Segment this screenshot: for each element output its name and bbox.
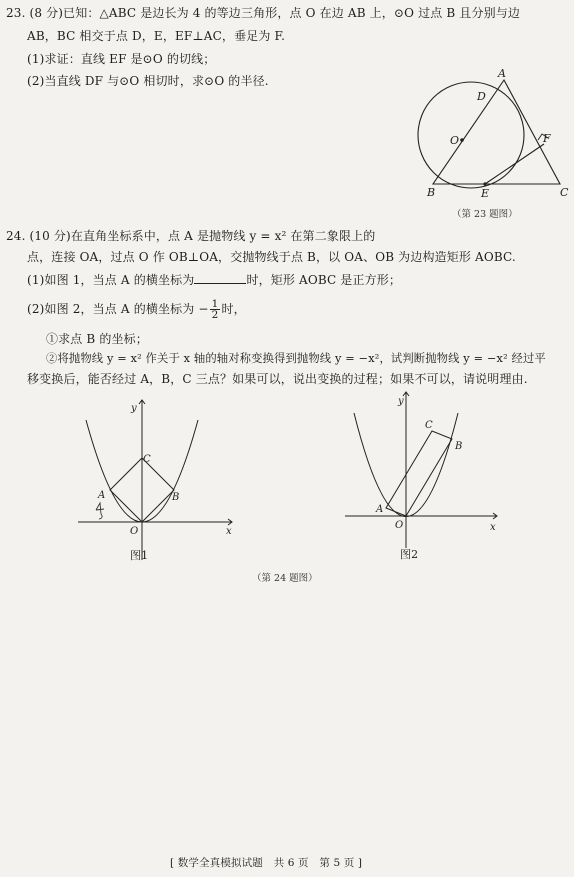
q24-line1: 24. (10 分)在直角坐标系中，点 A 是抛物线 y = x² 在第二象限上的 <box>6 229 376 243</box>
q23-triangle-abc <box>433 80 560 184</box>
q23-right-angle-mark <box>538 134 548 140</box>
q23-line1: 23. (8 分)已知：△ABC 是边长为 4 的等边三角形，点 O 在边 AB 上，⊙O 过点 B 且分别与边 <box>6 6 521 20</box>
q23-label-e: E <box>481 187 490 200</box>
q23-label-f: F <box>543 132 551 145</box>
fig1-name: 图1 <box>130 549 149 562</box>
q24-part2-text-a: (2)如图 2，当点 A 的横坐标为 − <box>27 302 209 316</box>
q23-line2: AB，BC 相交于点 D，E，EF⊥AC，垂足为 F. <box>27 29 286 43</box>
fig2-label-o: O <box>395 520 404 531</box>
q23-label-a: A <box>498 67 506 80</box>
fig1-label-o: O <box>130 526 139 537</box>
q24-part1-text-b: 时，矩形 AOBC 是正方形； <box>246 273 402 287</box>
fig2-rectangle-aobc <box>386 431 452 516</box>
fig1-label-b: B <box>172 492 180 503</box>
page-footer: [ 数学全真模拟试题 共 6 页 第 5 页 ] <box>170 857 363 869</box>
q24-fraction-denominator: 2 <box>211 309 219 321</box>
q23-part1: (1)求证：直线 EF 是⊙O 的切线； <box>27 52 216 66</box>
fig2-label-y: y <box>398 396 404 407</box>
q23-label-c: C <box>560 186 569 199</box>
q24-sub2-continued: 移变换后，能否经过 A，B，C 三点？如果可以，说出变换的过程；如果不可以，请说明理由. <box>27 372 528 386</box>
q23-caption: （第 23 题图） <box>452 209 518 220</box>
fig2-label-a: A <box>376 504 384 515</box>
fig2-label-x: x <box>490 522 496 533</box>
fig1-label-x: x <box>226 526 232 537</box>
q23-label-d: D <box>477 90 486 103</box>
fig2-label-c: C <box>425 420 433 431</box>
q24-line2: 点，连接 OA，过点 O 作 OB⊥OA，交抛物线于点 B，以 OA、OB 为边构造矩形 AOBC. <box>27 250 516 264</box>
fig2-y-arrow <box>403 392 409 396</box>
q24-part1-text-a: (1)如图 1，当点 A 的横坐标为 <box>27 273 195 287</box>
fig1-square-aobc <box>110 458 174 522</box>
q23-point-o <box>460 138 464 142</box>
fig1-label-c: C <box>143 454 151 465</box>
fig1-y-arrow <box>139 400 145 404</box>
q24-sub2: ②将抛物线 y = x² 作关于 x 轴的轴对称变换得到抛物线 y = −x²，试判断抛物线 y = −x² 经过平 <box>46 352 546 365</box>
fig1-label-y: y <box>131 403 137 414</box>
fig1-handwritten-mark <box>96 503 104 519</box>
q23-label-b: B <box>427 186 436 199</box>
q24-fraction-numerator: 1 <box>211 298 219 310</box>
q24-part1-answer-blank <box>194 272 246 284</box>
fig1-label-a: A <box>98 490 106 501</box>
q24-part2-text-b: 时， <box>221 302 246 316</box>
q23-part2: (2)当直线 DF 与⊙O 相切时，求⊙O 的半径. <box>27 74 269 88</box>
fig2-label-b: B <box>455 441 463 452</box>
q23-circle-o <box>418 82 524 188</box>
q23-segment-ef <box>485 144 544 184</box>
q23-point-e <box>483 182 486 185</box>
q24-part1 <box>27 272 401 288</box>
fig2-x-arrow <box>493 513 497 519</box>
fig2-name: 图2 <box>400 548 419 561</box>
q23-label-o: O <box>450 134 460 147</box>
q24-part2-fraction <box>210 299 221 320</box>
fig2-parabola <box>354 413 458 517</box>
fig1-parabola <box>86 420 198 522</box>
q24-caption: （第 24 题图） <box>252 573 318 584</box>
fig1-x-arrow <box>228 519 232 525</box>
q24-sub1: ①求点 B 的坐标； <box>46 332 148 346</box>
q24-part2 <box>27 297 246 321</box>
